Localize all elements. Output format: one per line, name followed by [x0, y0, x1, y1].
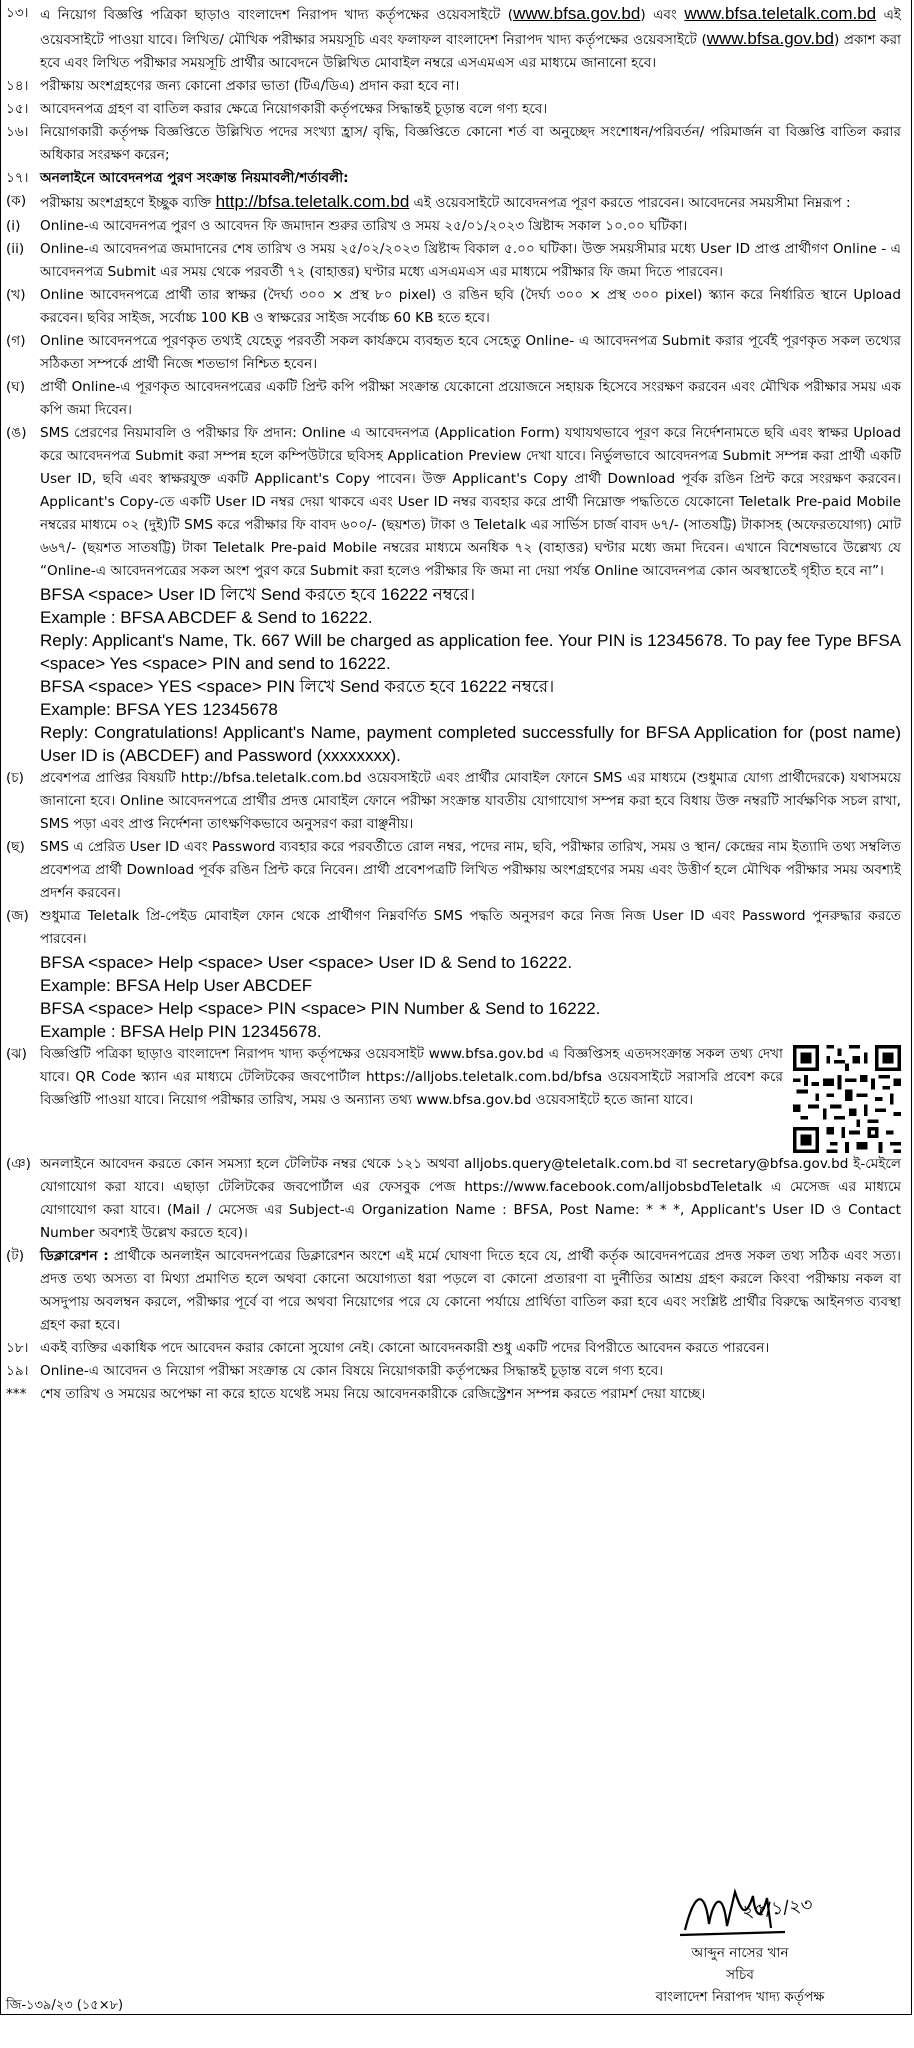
sub-item-gha: (ঘ) প্রার্থী Online-এ পূরণকৃত আবেদনপত্রের একটি প্রিন্ট কপি পরীক্ষা সংক্রান্ত যেকোনো প্রয়োজনে সহায়ক হিসেবে সংরক্ষণ করবেন এবং মৌখিক পরীক্ষার সময় এক কপি জমা দিবেন।	[0, 376, 905, 422]
notice-content	[0, 2, 905, 1406]
item-number: ১৮।	[6, 1340, 29, 1356]
sms-line: Example : BFSA ABCDEF & Send to 16222.	[40, 608, 373, 627]
item-19: ১৯। Online-এ আবেদন ও নিয়োগ পরীক্ষা সংক্রান্ত যে কোন বিষয়ে নিয়োগকারী কর্তৃপক্ষের সিদ্ধান্তই চূড়ান্ত বলে গণ্য হবে।	[0, 1360, 905, 1383]
item-number: ১৯।	[6, 1363, 29, 1379]
signature-date: ২৫/১/২৩	[741, 1894, 814, 1923]
document-reference: জি-১৩৯/২৩ (১৫×৮)	[6, 1998, 124, 2013]
sub-item-i: (i) Online-এ আবেদনপত্র পুরণ ও আবেদন ফি জমাদান শুরুর তারিখ ও সময় ২৫/০১/২০২৩ খ্রিষ্টাব্দ সকাল ১০.০০ ঘটিকা।	[0, 215, 905, 238]
item-number: ১৩।	[6, 5, 29, 21]
sub-item-nya: (ঞ) অনলাইনে আবেদন করতে কোন সমস্যা হলে টেলিটক নম্বর থেকে ১২১ অথবা alljobs.query@teletalk.com.bd বা secretary@bfsa.gov.bd ই-মেইলে যোগাযোগ করা যাবে। এছাড়া টেলিটকের জবপোর্টাল এর ফেসবুক পেজ https://www.facebook.com/alljobsbdTeletalk এ মেসেজ এর মাধ্যমে যোগাযোগ করা যাবে। (Mail / মেসেজ এর Subject-এ Organization Name : BFSA, Post Name: * * *, Applicant's User ID ও Contact Number অবশ্যই উল্লেখ করতে হবে)।	[0, 1153, 905, 1245]
item-number: (খ)	[6, 287, 26, 303]
sub-item-uma	[0, 422, 905, 767]
item-16: ১৬। নিয়োগকারী কর্তৃপক্ষ বিজ্ঞপ্তিতে উল্লিখিত পদের সংখ্যা হ্রাস/ বৃদ্ধি, বিজ্ঞপ্তিতে কোনো শর্ত বা অনুচ্ছেদ সংশোধন/পরিবর্তন/ পরিমার্জন বা বিজ্ঞপ্তি বাতিল করার অধিকার সংরক্ষণ করেন;	[0, 121, 905, 167]
application-website-link[interactable]: http://bfsa.teletalk.com.bd	[215, 192, 410, 211]
item-number: (ক)	[6, 193, 27, 209]
sub-item-kha: (খ) Online আবেদনপত্রে প্রার্থী তার স্বাক্ষর (দৈর্ঘ্য ৩০০ × প্রস্থ ৮০ pixel) ও রঙিন ছবি (দৈর্ঘ্য ৩০০ × প্রস্থ ৩০০ pixel) স্ক্যান করে নির্ধারিত স্থানে Upload করবেন। ছবির সাইজ, সর্বোচ্চ 100 KB ও স্বাক্ষরের সাইজ সর্বোচ্চ 60 KB হতে হবে।	[0, 284, 905, 330]
sub-item-ii: (ii) Online-এ আবেদনপত্র জমাদানের শেষ তারিখ ও সময় ২৫/০২/২০২৩ খ্রিষ্টাব্দ বিকাল ৫.০০ ঘটিকা। উক্ত সময়সীমার মধ্যে User ID প্রাপ্ত প্রার্থীগণ Online - এ আবেদনপত্র Submit এর সময় থেকে পরবর্তী ৭২ (বাহাত্তর) ঘণ্টার মধ্যে এসএমএস এর মাধ্যমে পরীক্ষার ফি জমা দিতে পারবেন।	[0, 238, 905, 284]
sms-line: BFSA <space> Help <space> User <space> User ID & Send to 16222.	[40, 953, 573, 972]
sub-item-ka: (ক) পরীক্ষায় অংশগ্রহণে ইচ্ছুক ব্যক্তি http://bfsa.teletalk.com.bd এই ওয়েবসাইটে আবেদনপত্র পূরণ করতে পারবেন। আবেদনের সময়সীমা নিম্নরূপ :	[0, 190, 905, 215]
sms-line: Reply: Congratulations! Applicant's Name, payment completed successfully for BFSA Application for (post name) User ID is (ABCDEF) and Password (xxxxxxxx).	[40, 723, 901, 765]
bfsa-website-link-2[interactable]: www.bfsa.gov.bd	[706, 29, 835, 48]
item-number: ১৬।	[6, 124, 29, 140]
item-number: ***	[6, 1386, 27, 1402]
item-number: ১৭।	[6, 170, 29, 186]
item-number: (ছ)	[6, 839, 25, 855]
item-number: ১৪।	[6, 78, 29, 94]
item-number: (ঙ)	[6, 425, 27, 441]
password-recovery-block	[40, 951, 901, 1043]
teletalk-website-link[interactable]: www.bfsa.teletalk.com.bd	[684, 4, 877, 23]
sms-line: Reply: Applicant's Name, Tk. 667 Will be charged as application fee. Your PIN is 12345678. To pay fee Type BFSA <space> Yes <space> PIN and send to 16222.	[40, 631, 901, 673]
item-number: (ঘ)	[6, 379, 26, 395]
sub-item-ta: (ট) ডিক্লারেশন : প্রার্থীকে অনলাইন আবেদনপত্রের ডিক্লারেশন অংশে এই মর্মে ঘোষণা দিতে হবে যে, প্রার্থী কর্তৃক আবেদনপত্রের প্রদত্ত সকল তথ্য সঠিক এবং সত্য। প্রদত্ত তথ্য অসত্য বা মিথ্যা প্রমাণিত হলে অথবা কোনো অযোগ্যতা ধরা পড়লে বা কোনো প্রতারণা বা দুর্নীতির আশ্রয় গ্রহণ করলে কিংবা পরীক্ষায় নকল বা অসদুপায় অবলম্বন করলে, পরীক্ষার পূর্বে বা পরে অথবা নিয়োগের পরে যে কোনো পর্যায়ে প্রার্থিতা বাতিল করা হবে এবং সংশ্লিষ্ট প্রার্থীর বিরুদ্ধে আইনগত ব্যবস্থা গ্রহণ করা হবে।	[0, 1245, 905, 1337]
sms-line: Example: BFSA Help User ABCDEF	[40, 976, 313, 995]
sms-line: BFSA <space> Help <space> PIN <space> PIN Number & Send to 16222.	[40, 999, 601, 1018]
declaration-heading: ডিক্লারেশন :	[40, 1248, 109, 1264]
sms-line: Example: BFSA YES 12345678	[40, 700, 278, 719]
item-number: (ঞ)	[6, 1156, 31, 1172]
item-number: (চ)	[6, 770, 24, 786]
item-number: (ii)	[6, 241, 25, 257]
sms-line: BFSA <space> YES <space> PIN লিখে Send করতে হবে 16222 নম্বরে।	[40, 677, 555, 696]
bfsa-website-link[interactable]: www.bfsa.gov.bd	[513, 4, 641, 23]
item-number: (i)	[6, 218, 21, 234]
sms-line: BFSA <space> User ID লিখে Send করতে হবে 16222 নম্বরে।	[40, 585, 476, 604]
advisory-note: *** শেষ তারিখ ও সময়ের অপেক্ষা না করে হাতে যথেষ্ট সময় নিয়ে আবেদনকারীকে রেজিস্ট্রেশন সম্পন্ন করতে পরামর্শ দেয়া যাচ্ছে।	[0, 1383, 905, 1406]
item-number: (জ)	[6, 908, 29, 924]
item-13: ১৩। এ নিয়োগ বিজ্ঞপ্তি পত্রিকা ছাড়াও বাংলাদেশ নিরাপদ খাদ্য কর্তৃপক্ষের ওয়েবসাইটে (www.bfsa.gov.bd) এবং www.bfsa.teletalk.com.bd এই ওয়েবসাইটে পাওয়া যাবে। লিখিত/ মৌখিক পরীক্ষার সময়সূচি এবং ফলাফল বাংলাদেশ নিরাপদ খাদ্য কর্তৃপক্ষের ওয়েবসাইটে (www.bfsa.gov.bd) প্রকাশ করা হবে এবং লিখিত পরীক্ষার সময়সূচি প্রার্থীর আবেদনে উল্লিখিত মোবাইল নম্বরে এসএমএস এর মাধ্যমে জানানো হবে।	[0, 2, 905, 75]
sub-item-cha: (চ) প্রবেশপত্র প্রাপ্তির বিষয়টি http://bfsa.teletalk.com.bd ওয়েবসাইটে এবং প্রার্থীর মোবাইল ফোনে SMS এর মাধ্যমে (শুধুমাত্র যোগ্য প্রার্থীদেরকে) যথাসময়ে জানানো হবে। Online আবেদনপত্রে প্রার্থীর প্রদত্ত মোবাইল ফোনে পরীক্ষা সংক্রান্ত যাবতীয় যোগাযোগ সম্পন্ন করা হবে বিধায় উক্ত নম্বরটি সার্বক্ষণিক সচল রাখা, SMS পড়া এবং প্রাপ্ত নির্দেশনা তাৎক্ষণিকভাবে অনুসরণ করা বাঞ্ছনীয়।	[0, 767, 905, 836]
signatory-organization: বাংলাদেশ নিরাপদ খাদ্য কর্তৃপক্ষ	[655, 1989, 825, 2005]
item-15: ১৫। আবেদনপত্র গ্রহণ বা বাতিল করার ক্ষেত্রে নিয়োগকারী কর্তৃপক্ষের সিদ্ধান্তই চূড়ান্ত বলে গণ্য হবে।	[0, 98, 905, 121]
signatory-name: আব্দুন নাসের খান	[691, 1945, 789, 1961]
item-number: (ট)	[6, 1248, 25, 1264]
sub-item-chha: (ছ) SMS এ প্রেরিত User ID এবং Password ব্যবহার করে পরবর্তীতে রোল নম্বর, পদের নাম, ছবি, পরীক্ষার তারিখ, সময় ও স্থান/ কেন্দ্রের নাম ইত্যাদি তথ্য সম্বলিত প্রবেশপত্র প্রার্থী Download পূর্বক রঙিন প্রিন্ট করে নিবেন। প্রার্থী প্রবেশপত্রটি লিখিত পরীক্ষায় অংশগ্রহণের সময় এবং উত্তীর্ণ হলে মৌখিক পরীক্ষার সময় অবশ্যই প্রদর্শন করবেন।	[0, 836, 905, 905]
item-number: (গ)	[6, 333, 26, 349]
item-17-heading: ১৭। অনলাইনে আবেদনপত্র পুরণ সংক্রান্ত নিয়মাবলী/শর্তাবলী:	[0, 167, 905, 190]
sms-line: Example : BFSA Help PIN 12345678.	[40, 1022, 322, 1041]
qr-code-icon[interactable]	[793, 1045, 901, 1153]
sub-item-jha: (ঝ) বিজ্ঞপ্তিটি পত্রিকা ছাড়াও বাংলাদেশ নিরাপদ খাদ্য কর্তৃপক্ষের ওয়েবসাইট www.bfsa.gov.bd এ বিজ্ঞপ্তিসহ এতদসংক্রান্ত সকল তথ্য দেখা যাবে। QR Code স্ক্যান এর মাধ্যমে টেলিটকের জবপোর্টাল https://alljobs.teletalk.com.bd/bfsa ওয়েবসাইটে সরাসরি প্রবেশ করে বিজ্ঞপ্তিটি পাওয়া যাবে। নিয়োগ পরীক্ষার তারিখ, সময় ও অন্যান্য তথ্য www.bfsa.gov.bd ওয়েবসাইটে হতে জানা যাবে।	[0, 1043, 905, 1153]
sms-format-block	[40, 583, 901, 767]
sub-item-ja: (জ) শুধুমাত্র Teletalk প্রি-পেইড মোবাইল ফোন থেকে প্রার্থীগণ নিম্নবর্ণিত SMS পদ্ধতি অনুসরণ করে নিজ নিজ User ID এবং Password পুনরুদ্ধার করতে পারবেন। BFSA <space> Help <space> User <space> User ID & Send to 16222. Example: BFSA Help User ABCDEF BFSA <space> Help <space> PIN <space> PIN Number & Send to 16222. Example : BFSA Help PIN 12345678.	[0, 905, 905, 1043]
sms-instructions: SMS প্রেরণের নিয়মাবলি ও পরীক্ষার ফি প্রদান: Online এ আবেদনপত্র (Application Form) যথাযথভাবে পূরণ করে নির্দেশনামতে ছবি এবং স্বাক্ষর Upload করে আবেদনপত্র Submit করা সম্পন্ন হলে কম্পিউটারে ছবিসহ Application Preview দেখা যাবে। নির্ভুলভাবে আবেদনপত্র Submit সম্পন্ন করা প্রার্থী একটি User ID, ছবি এবং স্বাক্ষরযুক্ত একটি Applicant's Copy পাবেন। উক্ত Applicant's Copy প্রার্থী Download পূর্বক রঙিন প্রিন্ট করে সংরক্ষণ করবেন। Applicant's Copy-তে একটি User ID নম্বর দেয়া থাকবে এবং User ID নম্বর ব্যবহার করে প্রার্থী নিম্নোক্ত পদ্ধতিতে যেকোনো Teletalk Pre-paid Mobile নম্বরের মাধ্যমে ০২ (দুই)টি SMS করে পরীক্ষার ফি বাবদ ৬০০/- (ছয়শত) টাকা ও Teletalk এর সার্ভিস চার্জ বাবদ ৬৭/- (সাতষট্টি) টাকাসহ (অফেরতযোগ্য) মোট ৬৬৭/- (ছয়শত সাতষট্টি) টাকা Teletalk Pre-paid Mobile নম্বরের মাধ্যমে অনধিক ৭২ (বাহাত্তর) ঘণ্টার মধ্যে জমা দিবেন। এখানে বিশেষভাবে উল্লেখ্য যে “Online-এ আবেদনপত্রের সকল অংশ পুরণ করে Submit করা হলেও পরীক্ষার ফি জমা না দেয়া পর্যন্ত Online আবেদনপত্র কোন অবস্থাতেই গৃহীত হবে না”।	[40, 425, 901, 579]
signatory-title: সচিব	[726, 1967, 754, 1983]
signature-block	[590, 1880, 890, 2008]
sub-item-ga: (গ) Online আবেদনপত্রে পূরণকৃত তথ্যই যেহেতু পরবর্তী সকল কার্যক্রমে ব্যবহৃত হবে সেহেতু Online- এ আবেদনপত্র Submit করার পূর্বেই পূরণকৃত সকল তথ্যের সঠিকতা সম্পর্কে প্রার্থী নিজে শতভাগ নিশ্চিত হবেন।	[0, 330, 905, 376]
item-number: (ঝ)	[6, 1046, 27, 1062]
item-14: ১৪। পরীক্ষায় অংশগ্রহণের জন্য কোনো প্রকার ভাতা (টিএ/ডিএ) প্রদান করা হবে না।	[0, 75, 905, 98]
item-number: ১৫।	[6, 101, 29, 117]
item-18: ১৮। একই ব্যক্তির একাধিক পদে আবেদন করার কোনো সুযোগ নেই। কোনো আবেদনকারী শুধু একটি পদের বিপরীতে আবেদন করতে পারবেন।	[0, 1337, 905, 1360]
